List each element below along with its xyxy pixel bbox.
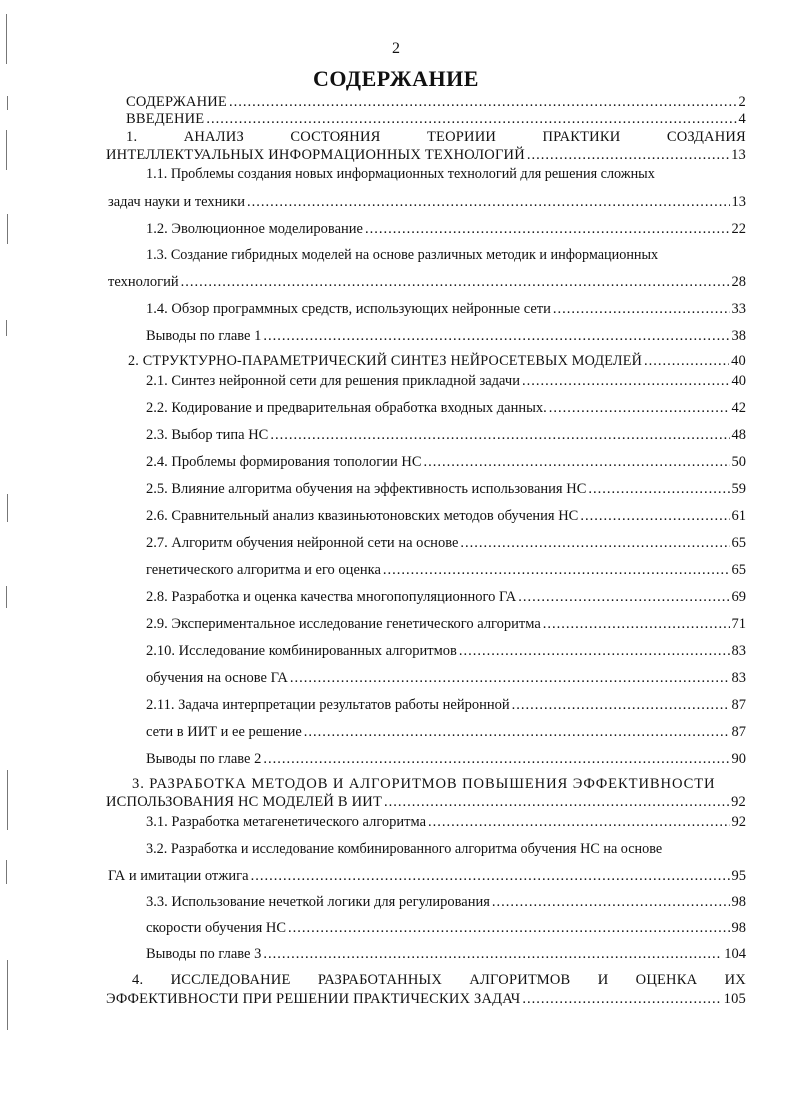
toc-chapter-3-line2 [106, 794, 746, 811]
leader-dots [553, 301, 730, 318]
toc-section-1-3-line2 [108, 274, 746, 291]
leader-dots [459, 643, 730, 660]
toc-entry-page: 4 [738, 111, 746, 127]
toc-entry-page: 98 [731, 894, 746, 910]
toc-entry-page: 92 [731, 814, 746, 830]
leader-dots [290, 670, 730, 687]
toc-entry-page: 71 [731, 616, 746, 632]
toc-entry-page: 90 [731, 751, 746, 767]
toc-section-2-9 [146, 616, 746, 633]
scan-speck [6, 860, 7, 884]
toc-section-2-5 [146, 481, 746, 498]
toc-entry-text: задач науки и техники [108, 194, 245, 210]
leader-dots [206, 111, 736, 128]
toc-chapter-4-line1 [132, 972, 746, 989]
toc-section-2-7-line1 [146, 535, 746, 552]
toc-entry-text: Выводы по главе 1 [146, 328, 262, 344]
leader-dots [365, 221, 730, 238]
toc-section-3-1 [146, 814, 746, 831]
toc-entry-page: 95 [731, 868, 746, 884]
toc-entry-text: ВВЕДЕНИЕ [126, 111, 205, 127]
toc-section-2-1 [146, 373, 746, 390]
leader-dots [424, 454, 730, 471]
toc-entry-text: ГА и имитации отжига [108, 868, 249, 884]
toc-entry-intro [126, 111, 746, 128]
toc-entry-text: Выводы по главе 3 [146, 946, 262, 962]
heading-word: 4. [132, 972, 144, 988]
heading-word: ИССЛЕДОВАНИЕ [170, 972, 291, 988]
toc-entry-text: 3.1. Разработка метагенетического алгоритма [146, 814, 427, 830]
toc-entry-text: 2.9. Экспериментальное исследование генетического алгоритма [146, 616, 541, 632]
toc-entry-page: 98 [731, 920, 746, 936]
leader-dots [247, 194, 730, 211]
toc-entry-text: 2.2. Кодирование и предварительная обработка входных данных. [146, 400, 547, 416]
toc-conclusions-2 [146, 751, 746, 768]
toc-section-3-3-line1 [146, 894, 746, 911]
heading-word: 1. [126, 129, 138, 145]
leader-dots [229, 94, 737, 111]
toc-section-1-4 [146, 301, 746, 318]
toc-entry-page: 13 [731, 147, 746, 163]
heading-word: ПРАКТИКИ [542, 129, 621, 145]
toc-conclusions-1 [146, 328, 746, 345]
leader-dots [304, 724, 730, 741]
toc-section-2-7-line2 [146, 562, 746, 579]
toc-section-2-10-line1 [146, 643, 746, 660]
toc-entry-text: 1.2. Эволюционное моделирование [146, 221, 363, 237]
toc-section-1-2 [146, 221, 746, 238]
toc-entry-text: ЭФФЕКТИВНОСТИ ПРИ РЕШЕНИИ ПРАКТИЧЕСКИХ ЗАДАЧ [106, 991, 521, 1007]
toc-entry-text: 2.11. Задача интерпретации результатов работы нейронной [146, 697, 510, 713]
toc-entry-page: 105 [723, 991, 746, 1007]
toc-entry-page: 65 [731, 535, 746, 551]
scan-speck [6, 130, 7, 170]
heading-word: СОСТОЯНИЯ [290, 129, 381, 145]
toc-entry-text: 2.5. Влияние алгоритма обучения на эффективность использования НС [146, 481, 587, 497]
toc-entry-page: 69 [731, 589, 746, 605]
leader-dots [543, 616, 730, 633]
toc-entry-page: 104 [724, 946, 746, 962]
scan-speck [6, 320, 7, 336]
toc-entry-text: 2.10. Исследование комбинированных алгоритмов [146, 643, 457, 659]
toc-section-2-2 [146, 400, 746, 417]
leader-dots [522, 373, 730, 390]
leader-dots [288, 920, 729, 937]
scan-speck [7, 494, 8, 522]
scan-speck [7, 960, 8, 1030]
toc-entry-page: 48 [731, 427, 746, 443]
toc-chapter-2 [128, 353, 746, 370]
toc-entry-text: 2.4. Проблемы формирования топологии НС [146, 454, 422, 470]
toc-entry-text: 3. РАЗРАБОТКА МЕТОДОВ И АЛГОРИТМОВ ПОВЫШЕНИЯ ЭФФЕКТИВНОСТИ [132, 776, 716, 792]
toc-entry-text: 2. СТРУКТУРНО-ПАРАМЕТРИЧЕСКИЙ СИНТЕЗ НЕЙРОСЕТЕВЫХ МОДЕЛЕЙ [128, 353, 643, 369]
leader-dots [251, 868, 730, 885]
heading-word: СОЗДАНИЯ [666, 129, 746, 145]
toc-section-1-1-line1 [146, 166, 746, 183]
toc-entry-page: 13 [731, 194, 746, 210]
heading-word: АНАЛИЗ [183, 129, 244, 145]
leader-dots [384, 794, 729, 811]
page-title: СОДЕРЖАНИЕ [313, 66, 479, 91]
scan-speck [7, 214, 8, 244]
heading-word: АЛГОРИТМОВ [469, 972, 571, 988]
leader-dots [263, 946, 722, 963]
leader-dots [460, 535, 729, 552]
toc-entry-text: 1.4. Обзор программных средств, использующих нейронные сети [146, 301, 551, 317]
toc-entry-text: обучения на основе ГА [146, 670, 288, 686]
leader-dots [580, 508, 729, 525]
toc-entry-page: 50 [731, 454, 746, 470]
leader-dots [644, 353, 729, 370]
scan-speck [6, 14, 7, 64]
toc-entry-page: 59 [731, 481, 746, 497]
toc-conclusions-3 [146, 946, 746, 963]
toc-section-1-1-line2 [108, 194, 746, 211]
leader-dots [522, 991, 721, 1008]
heading-word: И [597, 972, 609, 988]
toc-entry-page: 92 [731, 794, 746, 810]
toc-entry-page: 28 [731, 274, 746, 290]
page-number: 2 [392, 40, 400, 57]
toc-entry-page: 83 [731, 670, 746, 686]
toc-entry-text: ИНТЕЛЛЕКТУАЛЬНЫХ ИНФОРМАЦИОННЫХ ТЕХНОЛОГИЙ [106, 147, 525, 163]
toc-entry-page: 40 [731, 373, 746, 389]
toc-entry-contents [126, 94, 746, 111]
toc-chapter-1-line2 [106, 147, 746, 164]
leader-dots [512, 697, 730, 714]
toc-entry-text: 2.6. Сравнительный анализ квазиньютоновских методов обучения НС [146, 508, 579, 524]
toc-entry-text: 1.3. Создание гибридных моделей на основе различных методик и информационных [146, 247, 659, 263]
toc-entry-text: Выводы по главе 2 [146, 751, 262, 767]
toc-entry-text: 2.3. Выбор типа НС [146, 427, 269, 443]
toc-entry-text: 1.1. Проблемы создания новых информационных технологий для решения сложных [146, 166, 655, 182]
leader-dots [383, 562, 730, 579]
toc-entry-text: технологий [108, 274, 179, 290]
toc-section-2-11-line2 [146, 724, 746, 741]
toc-entry-text: СОДЕРЖАНИЕ [126, 94, 227, 110]
toc-section-2-3 [146, 427, 746, 444]
toc-entry-page: 87 [731, 697, 746, 713]
toc-section-2-4 [146, 454, 746, 471]
toc-entry-page: 83 [731, 643, 746, 659]
scan-speck [7, 770, 8, 830]
toc-entry-page: 40 [731, 353, 746, 369]
leader-dots [527, 147, 729, 164]
leader-dots [588, 481, 729, 498]
toc-entry-text: скорости обучения НС [146, 920, 287, 936]
scan-speck [7, 96, 8, 110]
toc-section-3-2-line1 [146, 841, 746, 858]
toc-entry-text: генетического алгоритма и его оценка [146, 562, 381, 578]
toc-section-3-3-line2 [146, 920, 746, 937]
toc-entry-text: ИСПОЛЬЗОВАНИЯ НС МОДЕЛЕЙ В ИИТ [106, 794, 383, 810]
scan-speck [6, 586, 7, 608]
leader-dots [428, 814, 729, 831]
leader-dots [270, 427, 729, 444]
toc-entry-page: 2 [738, 94, 746, 110]
toc-section-3-2-line2 [108, 868, 746, 885]
toc-section-2-11-line1 [146, 697, 746, 714]
toc-section-2-10-line2 [146, 670, 746, 687]
toc-entry-text: 3.2. Разработка и исследование комбинированного алгоритма обучения НС на основе [146, 841, 663, 857]
toc-section-2-8 [146, 589, 746, 606]
toc-entry-page: 33 [731, 301, 746, 317]
toc-entry-page: 42 [731, 400, 746, 416]
leader-dots [518, 589, 729, 606]
toc-entry-page: 61 [731, 508, 746, 524]
heading-word: РАЗРАБОТАННЫХ [317, 972, 443, 988]
leader-dots [181, 274, 730, 291]
toc-entry-page: 65 [731, 562, 746, 578]
leader-dots [263, 751, 729, 768]
heading-word: ОЦЕНКА [635, 972, 698, 988]
leader-dots [549, 400, 730, 417]
toc-entry-text: 3.3. Использование нечеткой логики для регулирования [146, 894, 490, 910]
toc-section-2-6 [146, 508, 746, 525]
leader-dots [263, 328, 729, 345]
toc-entry-text: 2.7. Алгоритм обучения нейронной сети на основе [146, 535, 459, 551]
toc-entry-text: 2.8. Разработка и оценка качества многопопуляционного ГА [146, 589, 517, 605]
toc-entry-page: 38 [731, 328, 746, 344]
toc-entry-text: сети в ИИТ и ее решение [146, 724, 302, 740]
toc-entry-page: 87 [731, 724, 746, 740]
toc-entry-text: 2.1. Синтез нейронной сети для решения прикладной задачи [146, 373, 520, 389]
toc-section-1-3-line1 [146, 247, 746, 264]
toc-chapter-4-line2 [106, 991, 746, 1008]
toc-entry-page: 22 [731, 221, 746, 237]
leader-dots [492, 894, 730, 911]
heading-word: ИХ [724, 972, 746, 988]
toc-chapter-3-line1 [132, 776, 746, 793]
toc-chapter-1-line1 [126, 129, 746, 146]
heading-word: ТЕОРИИИ [426, 129, 497, 145]
